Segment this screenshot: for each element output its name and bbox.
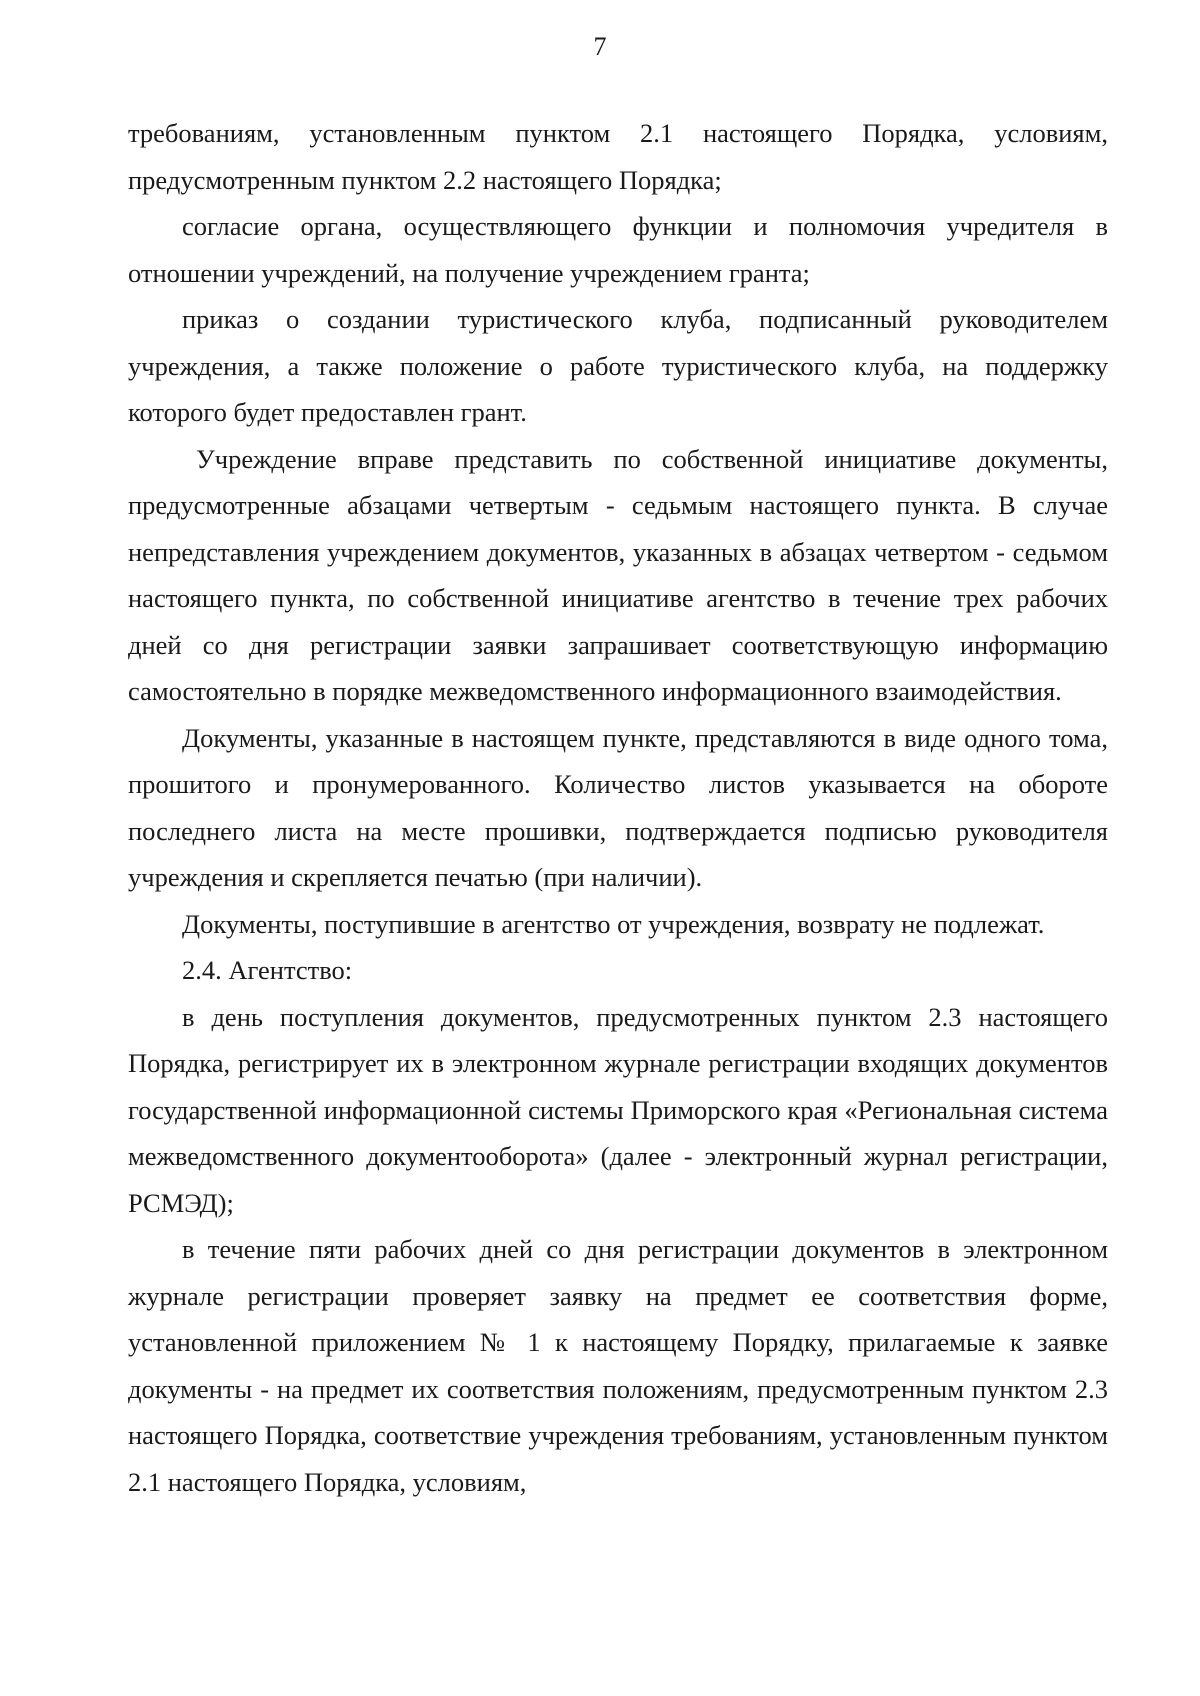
paragraph-club-order: приказ о создании туристического клуба, подписанный руководителем учреждения, а также положение о работе туристического клуба, на поддержку которого будет предоставлен грант.: [128, 304, 1108, 427]
paragraph-verification: в течение пяти рабочих дней со дня регистрации документов в электронном журнале регистрации проверяет заявку на предмет ее соответствия форме, установленной приложением № 1 к настоящему Порядку, прилагаемые к заявке документы - на предмет их соответствия положениям, предусмотренным пунктом 2.3 настоящего Порядка, соответствие учреждения требованиям, установленным пунктом 2.1 настоящего Порядка, условиям,: [128, 1234, 1108, 1497]
section-heading-2-4: 2.4. Агентство:: [182, 955, 353, 985]
paragraph-continuation: требованиям, установленным пунктом 2.1 настоящего Порядка, условиям, предусмотренным пунктом 2.2 настоящего Порядка;: [128, 118, 1108, 195]
paragraph-registration: в день поступления документов, предусмотренных пунктом 2.3 настоящего Порядка, регистрирует их в электронном журнале регистрации входящих документов государственной информационной системы Приморского края «Региональная система межведомственного документооборота» (далее - электронный журнал регистрации, РСМЭД);: [128, 1001, 1108, 1218]
document-body: [128, 110, 1108, 1505]
paragraph-own-initiative: Учреждение вправе представить по собственной инициативе документы, предусмотренные абзацами четвертым - седьмым настоящего пункта. В случае непредставления учреждением документов, указанных в абзацах четвертом - седьмом настоящего пункта, по собственной инициативе агентство в течение трех рабочих дней со дня регистрации заявки запрашивает соответствующую информацию самостоятельно в порядке межведомственного информационного взаимодействия.: [128, 443, 1108, 706]
paragraph-no-return: Документы, поступившие в агентство от учреждения, возврату не подлежат.: [182, 908, 1045, 939]
page-number: 7: [593, 32, 607, 61]
paragraph-document-volume: Документы, указанные в настоящем пункте, представляются в виде одного тома, прошитого и пронумерованного. Количество листов указывается на обороте последнего листа на месте прошивки, подтверждается подписью руководителя учреждения и скрепляется печатью (при наличии).: [128, 722, 1108, 892]
paragraph-founder-consent: согласие органа, осуществляющего функции и полномочия учредителя в отношении учреждений, на получение учреждением гранта;: [128, 211, 1108, 288]
